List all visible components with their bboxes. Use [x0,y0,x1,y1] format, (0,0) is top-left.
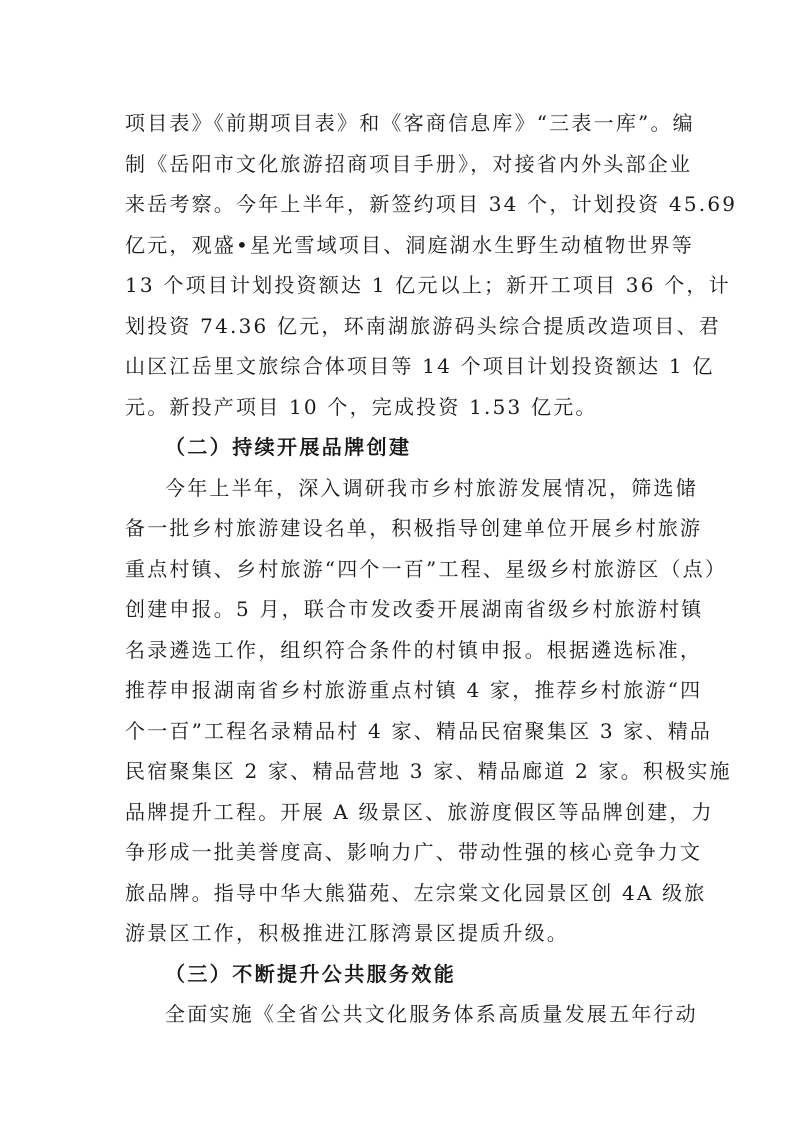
paragraph-line: 名录遴选工作，组织符合条件的村镇申报。根据遴选标准， [125,638,703,662]
paragraph-line: 划投资 74.36 亿元，环南湖旅游码头综合提质改造项目、君 [125,314,721,338]
paragraph-line: 旅品牌。指导中华大熊猫苑、左宗棠文化园景区创 4A 级旅 [125,881,707,905]
paragraph-line: 制《岳阳市文化旅游招商项目手册》，对接省内外头部企业 [125,152,693,176]
section-heading: （三）不断提升公共服务效能 [165,962,457,986]
paragraph-line: 游景区工作，积极推进江豚湾景区提质升级。 [125,921,569,945]
paragraph-line: 民宿聚集区 2 家、精品营地 3 家、精品廊道 2 家。积极实施 [125,759,732,783]
paragraph-line: 全面实施《全省公共文化服务体系高质量发展五年行动 [165,1002,698,1026]
paragraph-line: 亿元，观盛•星光雪域项目、洞庭湖水生野生动植物世界等 [125,233,694,257]
paragraph-line: 来岳考察。今年上半年，新签约项目 34 个，计划投资 45.69 [125,192,738,216]
paragraph-line: 今年上半年，深入调研我市乡村旅游发展情况，筛选储 [165,476,698,500]
paragraph-line: 元。新投产项目 10 个，完成投资 1.53 亿元。 [125,395,598,419]
paragraph-line: 重点村镇、乡村旅游“四个一百”工程、星级乡村旅游区（点） [125,557,728,581]
paragraph-line: 推荐申报湖南省乡村旅游重点村镇 4 家，推荐乡村旅游“四 [125,678,703,702]
paragraph-line: 项目表》《前期项目表》和《客商信息库》“三表一库”。编 [125,111,695,135]
paragraph-line: 品牌提升工程。开展 A 级景区、旅游度假区等品牌创建，力 [125,800,714,824]
paragraph-line: 13 个项目计划投资额达 1 亿元以上；新开工项目 36 个，计 [125,273,731,297]
paragraph-line: 争形成一批美誉度高、影响力广、带动性强的核心竞争力文 [125,840,703,864]
paragraph-line: 备一批乡村旅游建设名单，积极指导创建单位开展乡村旅游 [125,516,703,540]
section-heading: （二）持续开展品牌创建 [165,435,412,459]
paragraph-line: 山区江岳里文旅综合体项目等 14 个项目计划投资额达 1 亿 [125,354,715,378]
paragraph-line: 个一百”工程名录精品村 4 家、精品民宿聚集区 3 家、精品 [125,719,713,743]
paragraph-line: 创建申报。5 月，联合市发改委开展湖南省级乡村旅游村镇 [125,597,704,621]
